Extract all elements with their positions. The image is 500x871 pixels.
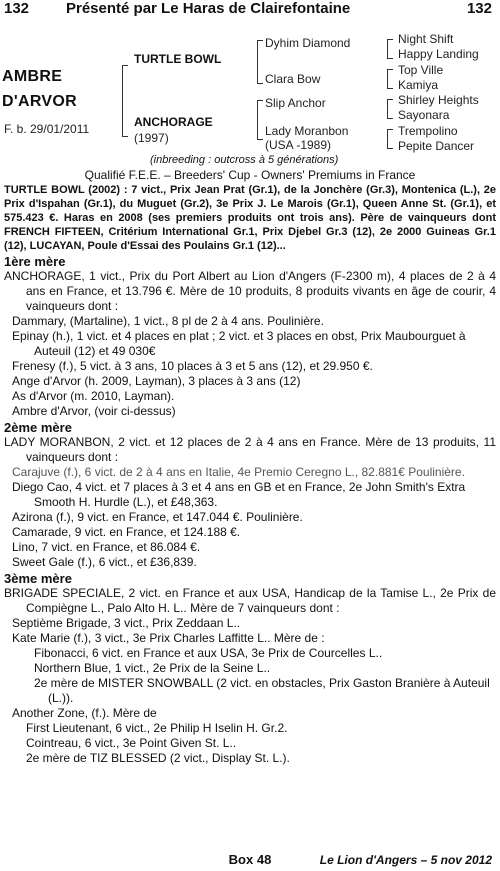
second-dam-produce: Camarade, 9 vict. en France, et 124.188 €. [12,525,241,539]
third-dam-produce: First Lieutenant, 6 vict., 2e Philip H Iselin H. Gr.2. [26,721,288,735]
page-title: Présenté par Le Haras de Clairefontaine [66,0,351,17]
lot-number-right: 132 [466,0,492,17]
sire-paragraph: TURTLE BOWL (2002) : 7 vict., Prix Jean Prat (Gr.1), de la Jonchère (Gr.3), Montenica (L.), 2e Prix d'Ispahan (Gr.1), du Muguet (Gr.2), 3e Prix J. Le Marois (Gr.1), Queen Anne St. (Gr.1), et 575.423 €. Haras en 2008 (ses premiers produits ont trois ans). Père de vainqueurs dont FRENCH FIFTEEN, Critérium International Gr.1, Prix Djebel Gr.3 (12), 2e 2000 Guineas Gr.1 (12), LUCAYAN, Poule d'Essai des Poulains Gr.1 (12)... [4,184,496,252]
second-dam-produce: Lino, 7 vict. en France, et 86.084 €. [12,540,201,554]
first-dam-text: ANCHORAGE, 1 vict., Prix du Port Albert au Lion d'Angers (F-2300 m), 4 places de 2 à 4 ans en France, et 13.796 €. Mère de 10 produits, 8 produits vivants en âge de courir, 4 vainqueurs dont : [4,269,496,313]
first-dam-heading: 1ère mère [4,254,66,269]
first-dam-produce: Ange d'Arvor (h. 2009, Layman), 3 places à 3 ans (12) [12,374,301,388]
ggp-1: Night Shift [398,32,454,46]
third-dam-produce: Northern Blue, 1 vict., 2e Prix de la Seine L.. [34,661,271,675]
footer-sale: Le Lion d'Angers – 5 nov 2012 [319,853,492,867]
bracket-ggp-3 [387,99,393,119]
sire-sire: Dyhim Diamond [265,36,351,50]
qualified-line: Qualifié F.E.E. – Breeders' Cup - Owners' Premiums in France [84,168,416,182]
dam-dam-info: (USA -1989) [265,138,332,152]
ggp-4: Kamiya [398,78,439,92]
third-dam-produce: Septième Brigade, 3 vict., Prix Zeddaan L.. [12,616,241,630]
bracket-gen1 [122,65,128,137]
third-dam-produce: Another Zone, (f.). Mère de [12,706,157,720]
ggp-5: Shirley Heights [398,93,479,107]
dam-dam: Lady Moranbon [265,124,349,138]
third-dam-produce: 2e mère de MISTER SNOWBALL (2 vict. en obstacles, Prix Gaston Branière à Auteuil (L.)). [34,676,490,705]
ggp-6: Sayonara [398,108,450,122]
ggp-7: Trempolino [398,124,458,138]
lot-number-left: 132 [4,0,30,17]
ggp-2: Happy Landing [398,47,479,61]
third-dam-text: BRIGADE SPECIALE, 2 vict. en France et aux USA, Handicap de la Tamise L., 2e Prix de Compiègne L., Palo Alto H. L.. Mère de 7 vainqueurs dont : [4,586,496,615]
second-dam-produce: Sweet Gale (f.), 6 vict., et £36,839. [12,555,197,569]
first-dam-produce: Epinay (h.), 1 vict. et 4 places en plat ; 2 vict. et 3 places en obst, Prix Maubourguet à Auteuil (12) et 49 030€ [12,329,466,358]
page-header [0,0,500,22]
third-dam-produce: Fibonacci, 6 vict. en France et aux USA, 3e Prix de Courcelles L.. [34,646,383,660]
footer-box: Box 48 [228,852,272,867]
second-dam-produce: Carajuve (f.), 6 vict. de 2 à 4 ans en Italie, 4e Premio Ceregno L., 82.881€ Poulinière. [12,465,465,479]
bracket-ggp-1 [387,39,393,59]
second-dam-produce: Diego Cao, 4 vict. et 7 places à 3 et 4 ans en GB et en France, 2e John Smith's Extra Smooth H. Hurdle (L.), et £48,363. [12,480,466,509]
inbreeding-note: (inbreeding : outcross à 5 générations) [150,154,339,166]
second-dam-heading: 2ème mère [4,420,72,435]
ggp-3: Top Ville [398,63,444,77]
dam-year: (1997) [134,131,169,145]
third-dam-heading: 3ème mère [4,571,72,586]
sire-dam: Clara Bow [265,72,321,86]
dam-name: ANCHORAGE [134,115,213,129]
second-dam-text: LADY MORANBON, 2 vict. et 12 places de 2 à 4 ans en France. Mère de 13 produits, 11 vainqueurs dont : [4,435,496,464]
first-dam-produce: Ambre d'Arvor, (voir ci-dessus) [12,404,176,418]
first-dam-produce: Dammary, (Martaline), 1 vict., 8 pl de 2 à 4 ans. Poulinière. [12,314,324,328]
bracket-ggp-2 [387,69,393,89]
third-dam-produce: Kate Marie (f.), 3 vict., 3e Prix Charles Laffitte L.. Mère de : [12,631,325,645]
horse-info: F. b. 29/01/2011 [4,122,90,136]
sire-name: TURTLE BOWL [134,52,222,66]
first-dam-produce: As d'Arvor (m. 2010, Layman). [12,389,175,403]
horse-name-line1: AMBRE [2,68,63,85]
horse-name-line2: D'ARVOR [2,93,77,110]
third-dam-produce: 2e mère de TIZ BLESSED (2 vict., Display St. L.). [26,751,290,765]
third-dam-produce: Cointreau, 6 vict., 3e Point Given St. L.. [26,736,237,750]
bracket-sire [257,40,263,84]
second-dam-produce: Azirona (f.), 9 vict. en France, et 147.044 €. Poulinière. [12,510,303,524]
dam-sire: Slip Anchor [265,96,326,110]
bracket-ggp-4 [387,129,393,149]
bracket-dam [257,100,263,140]
catalogue-body [4,160,496,766]
first-dam-produce: Frenesy (f.), 5 vict. à 3 ans, 10 places à 3 et 5 ans (12), et 29.950 €. [12,359,373,373]
ggp-8: Pepite Dancer [398,139,475,153]
